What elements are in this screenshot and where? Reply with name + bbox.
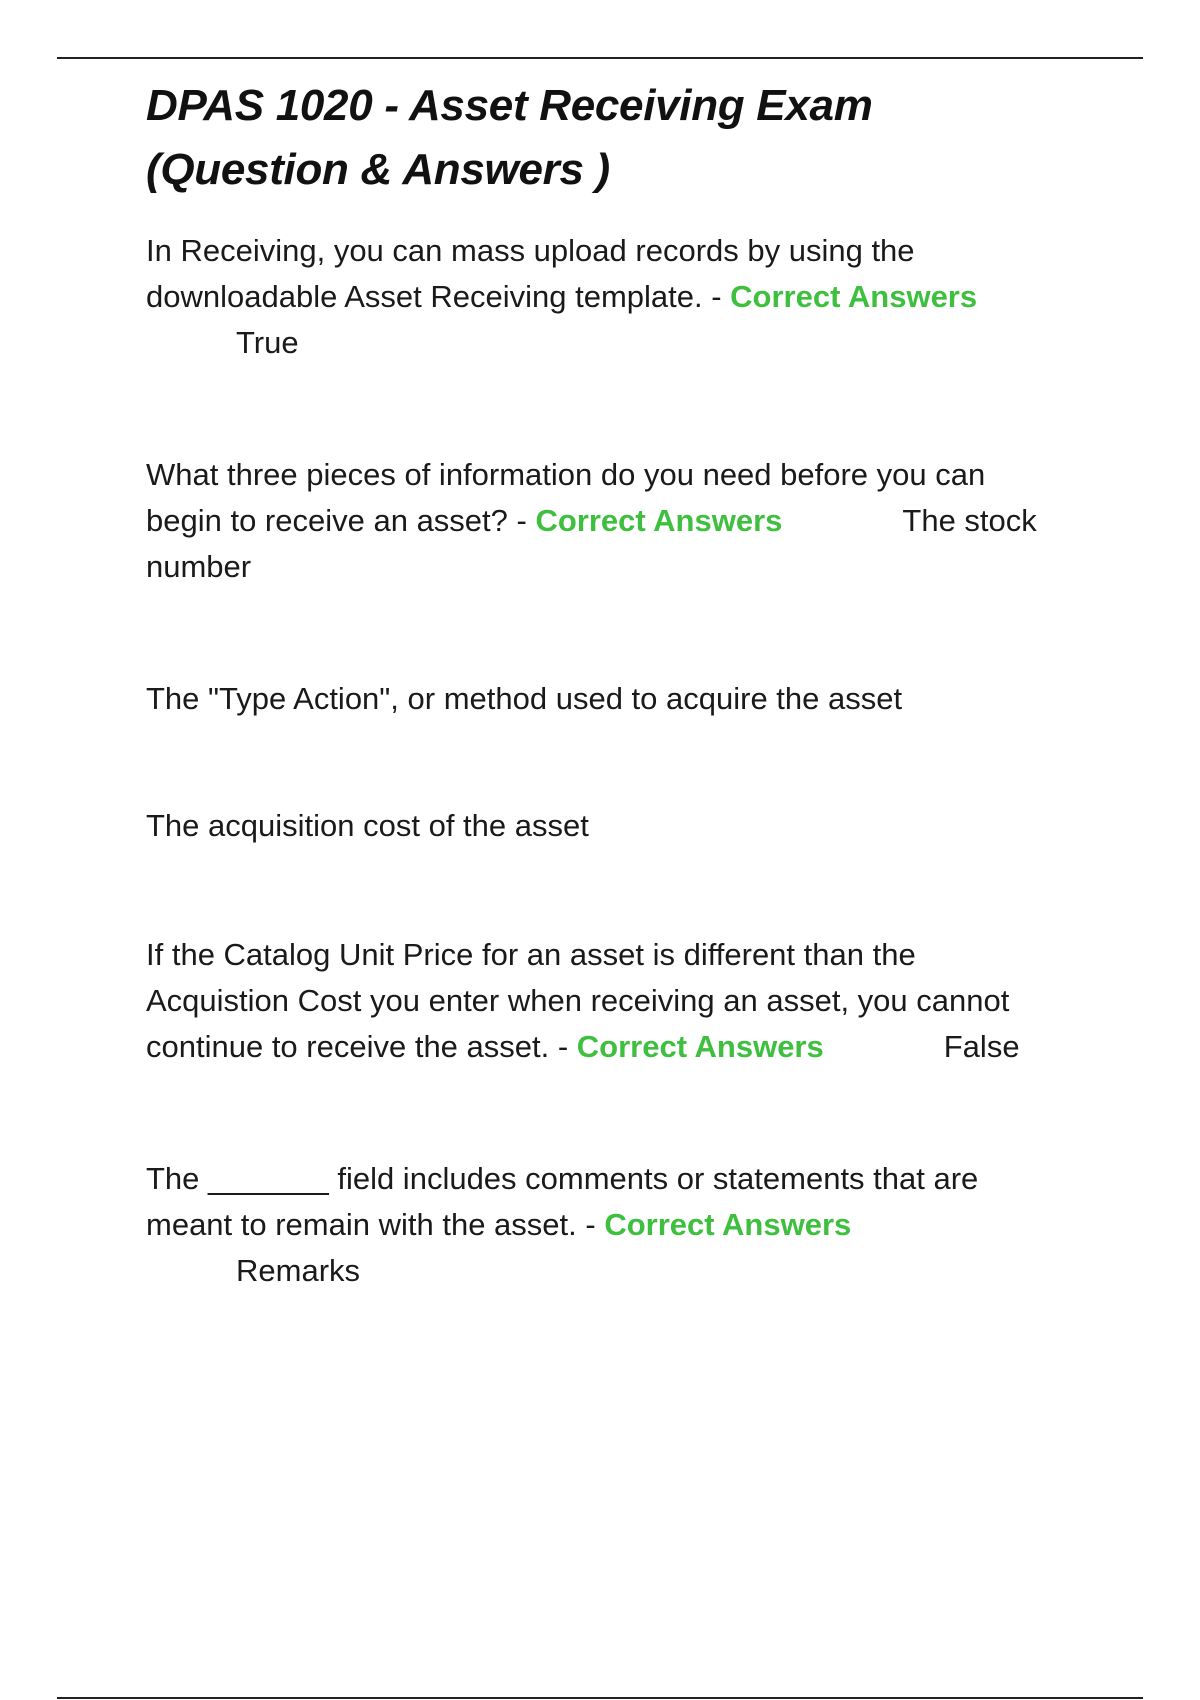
question-text: downloadable Asset Receiving template. - — [146, 279, 731, 314]
question-text: The _______ field includes comments or statements that are — [146, 1161, 979, 1196]
correct-answers-label: Correct Answers — [730, 279, 978, 314]
question-text: meant to remain with the asset. - — [146, 1207, 605, 1242]
title-line-1: DPAS 1020 - Asset Receiving Exam — [146, 81, 873, 130]
document-title — [146, 74, 1126, 202]
question-text: What three pieces of information do you need before you can — [146, 457, 986, 492]
qa-item-3 — [146, 676, 1106, 722]
question-text: begin to receive an asset? - — [146, 503, 536, 538]
question-text: continue to receive the asset. - — [146, 1029, 577, 1064]
answer-text: The acquisition cost of the asset — [146, 808, 589, 843]
correct-answers-label: Correct Answers — [576, 1029, 824, 1064]
question-text: Acquistion Cost you enter when receiving an asset, you cannot — [146, 983, 1010, 1018]
question-text: In Receiving, you can mass upload records by using the — [146, 233, 915, 268]
qa-item-4 — [146, 803, 1106, 849]
answer-text: The stock — [902, 503, 1037, 538]
question-text: If the Catalog Unit Price for an asset is different than the — [146, 937, 916, 972]
bottom-divider — [57, 1697, 1143, 1699]
answer-text: True — [236, 325, 299, 360]
qa-item-5 — [146, 932, 1106, 1070]
top-divider — [57, 57, 1143, 59]
qa-item-2 — [146, 452, 1106, 590]
answer-text: The "Type Action", or method used to acquire the asset — [146, 681, 903, 716]
answer-text-continued: number — [146, 549, 252, 584]
correct-answers-label: Correct Answers — [535, 503, 783, 538]
answer-text: False — [943, 1029, 1020, 1064]
qa-item-1 — [146, 228, 1106, 366]
qa-item-6 — [146, 1156, 1106, 1294]
correct-answers-label: Correct Answers — [604, 1207, 852, 1242]
title-line-2: (Question & Answers ) — [146, 145, 610, 194]
answer-text: Remarks — [236, 1253, 361, 1288]
